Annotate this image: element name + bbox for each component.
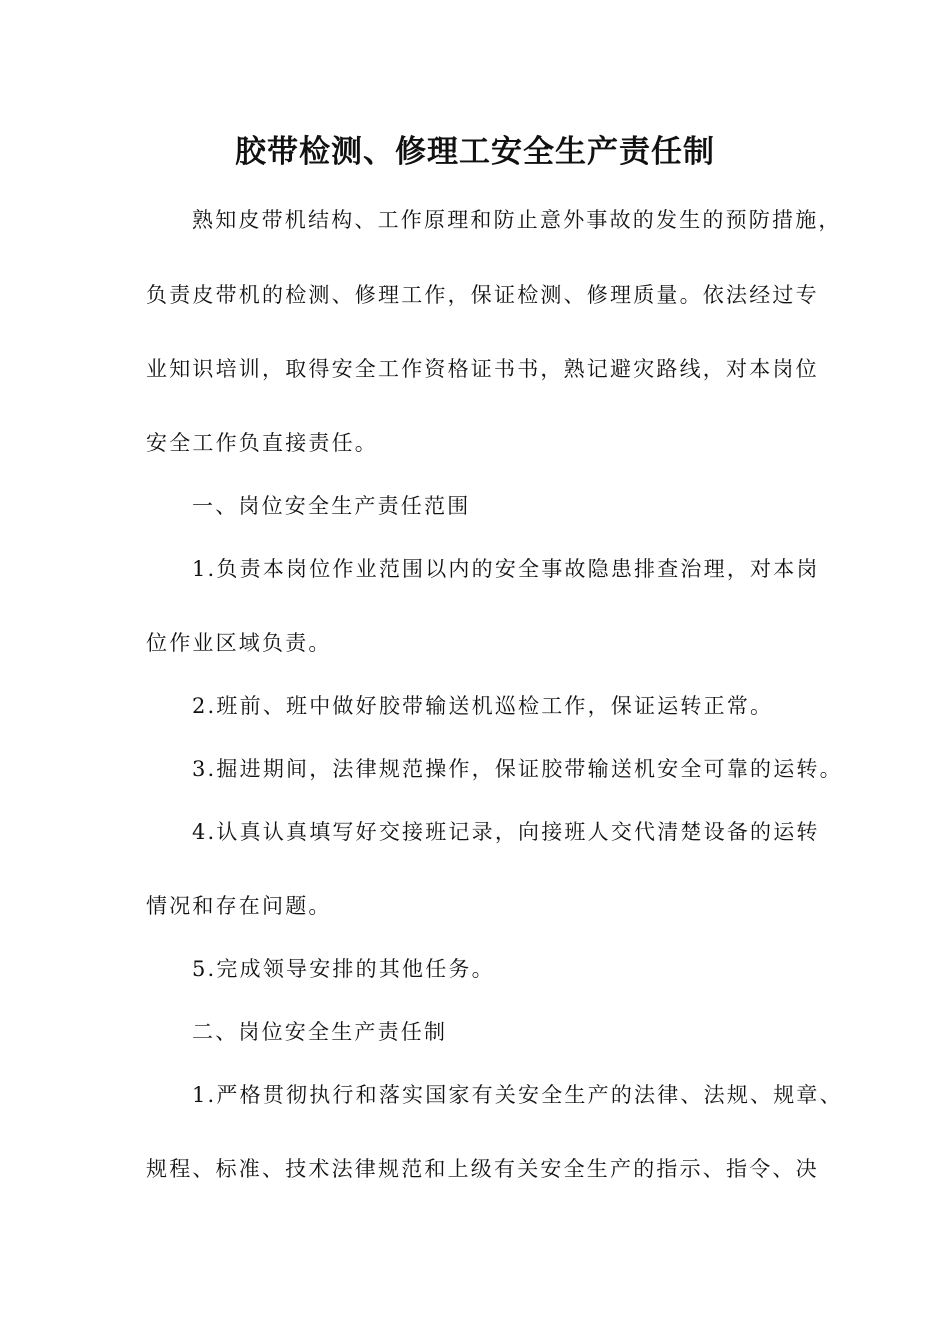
document-title: 胶带检测、修理工安全生产责任制 [235, 134, 715, 170]
section-heading: 二、岗位安全生产责任制 [192, 1020, 448, 1044]
paragraph-line: 1.负责本岗位作业范围以内的安全事故隐患排查治理，对本岗 [192, 557, 820, 581]
paragraph-line: 4.认真认真填写好交接班记录，向接班人交代清楚设备的运转 [192, 820, 820, 844]
paragraph-line: 2.班前、班中做好胶带输送机巡检工作，保证运转正常。 [192, 694, 774, 718]
paragraph-line: 业知识培训，取得安全工作资格证书书，熟记避灾路线，对本岗位 [146, 357, 819, 381]
paragraph-line: 安全工作负直接责任。 [146, 431, 378, 455]
paragraph-line: 情况和存在问题。 [146, 894, 332, 918]
paragraph-line: 熟知皮带机结构、工作原理和防止意外事故的发生的预防措施， [192, 208, 842, 232]
paragraph-line: 1.严格贯彻执行和落实国家有关安全生产的法律、法规、规章、 [192, 1083, 843, 1107]
paragraph-line: 5.完成领导安排的其他任务。 [192, 957, 495, 981]
paragraph-line: 规程、标准、技术法律规范和上级有关安全生产的指示、指令、决 [146, 1157, 819, 1181]
paragraph-line: 负责皮带机的检测、修理工作，保证检测、修理质量。依法经过专 [146, 283, 819, 307]
paragraph-line: 位作业区域负责。 [146, 631, 332, 655]
section-heading: 一、岗位安全生产责任范围 [192, 494, 471, 518]
paragraph-line: 3.掘进期间，法律规范操作，保证胶带输送机安全可靠的运转。 [192, 757, 843, 781]
